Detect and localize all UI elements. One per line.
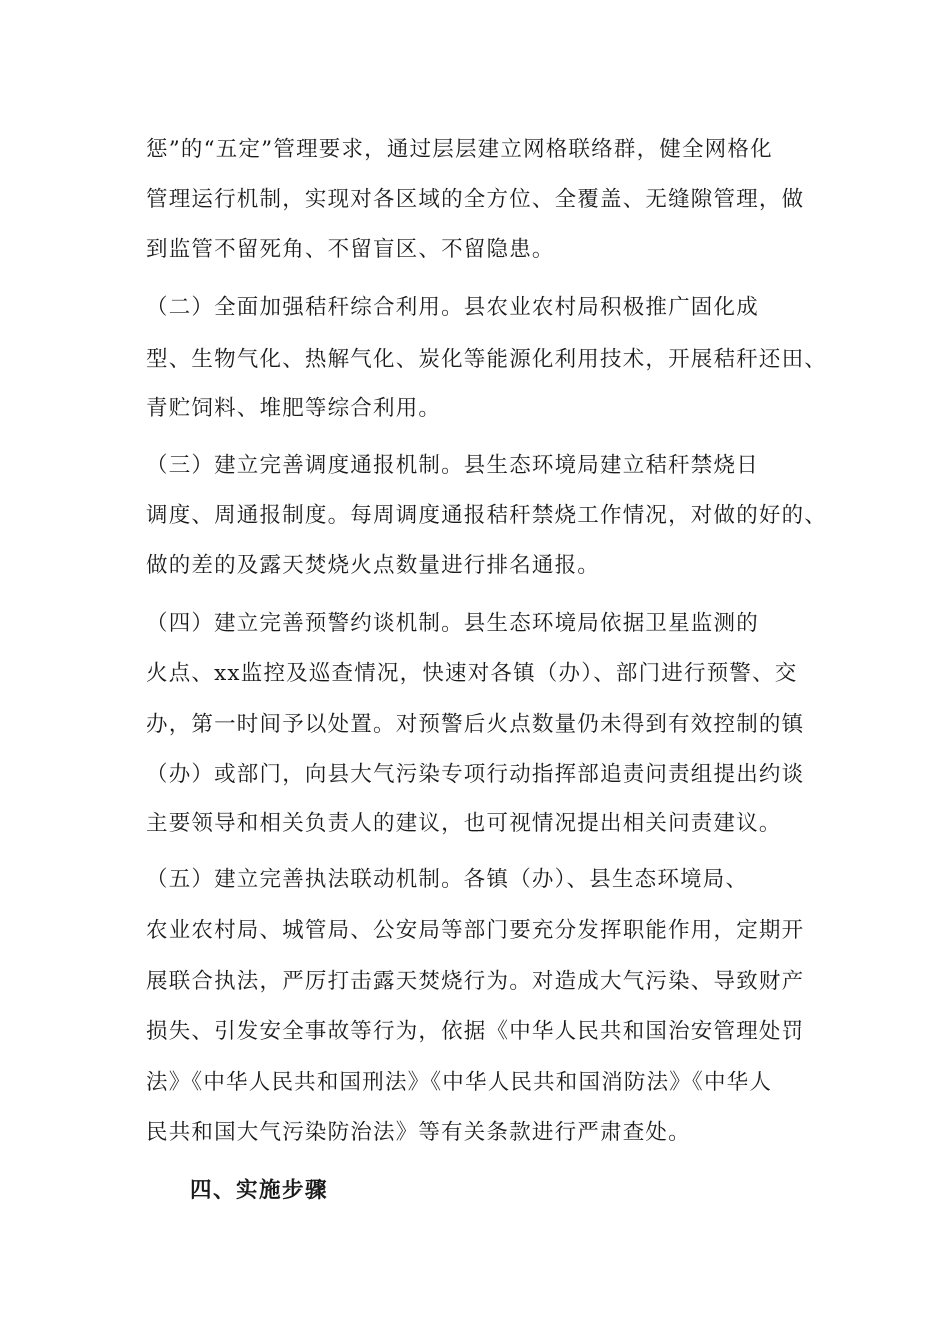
paragraph-line: 火点、xx监控及巡查情况，快速对各镇（办）、部门进行预警、交 — [146, 661, 798, 686]
paragraph-line: 展联合执法，严厉打击露天焚烧行为。对造成大气污染、导致财产 — [146, 969, 805, 994]
paragraph-line: 惩”的“五定”管理要求，通过层层建立网格联络群，健全网格化 — [146, 137, 773, 162]
paragraph-line: 损失、引发安全事故等行为，依据《中华人民共和国治安管理处罚 — [146, 1019, 805, 1044]
paragraph-line: （办）或部门，向县大气污染专项行动指挥部追责问责组提出约谈 — [146, 762, 805, 787]
paragraph-line: 办，第一时间予以处置。对预警后火点数量仍未得到有效控制的镇 — [146, 712, 805, 737]
paragraph-line: 做的差的及露天焚烧火点数量进行排名通报。 — [146, 553, 601, 578]
paragraph-line: 青贮饲料、堆肥等综合利用。 — [146, 396, 442, 421]
paragraph-line: （四）建立完善预警约谈机制。县生态环境局依据卫星监测的 — [146, 611, 759, 636]
paragraph-line: 型、生物气化、热解气化、炭化等能源化利用技术，开展秸秆还田、 — [146, 347, 828, 372]
paragraph-line: （二）全面加强秸秆综合利用。县农业农村局积极推广固化成 — [146, 295, 759, 320]
paragraph-line: 主要领导和相关负责人的建议，也可视情况提出相关问责建议。 — [146, 811, 782, 836]
paragraph-line: （五）建立完善执法联动机制。各镇（办）、县生态环境局、 — [146, 867, 749, 892]
paragraph-line: 到监管不留死角、不留盲区、不留隐患。 — [146, 237, 555, 262]
paragraph-line: 管理运行机制，实现对各区域的全方位、全覆盖、无缝隙管理，做 — [146, 187, 805, 212]
paragraph-line: 法》《中华人民共和国刑法》《中华人民共和国消防法》《中华人 — [146, 1070, 773, 1095]
paragraph-line: 民共和国大气污染防治法》等有关条款进行严肃查处。 — [146, 1120, 691, 1145]
paragraph-line: 调度、周通报制度。每周调度通报秸秆禁烧工作情况，对做的好的、 — [146, 503, 828, 528]
paragraph-line: 农业农村局、城管局、公安局等部门要充分发挥职能作用，定期开 — [146, 918, 805, 943]
paragraph-line: （三）建立完善调度通报机制。县生态环境局建立秸秆禁烧日 — [146, 453, 759, 478]
section-heading: 四、实施步骤 — [190, 1178, 329, 1203]
